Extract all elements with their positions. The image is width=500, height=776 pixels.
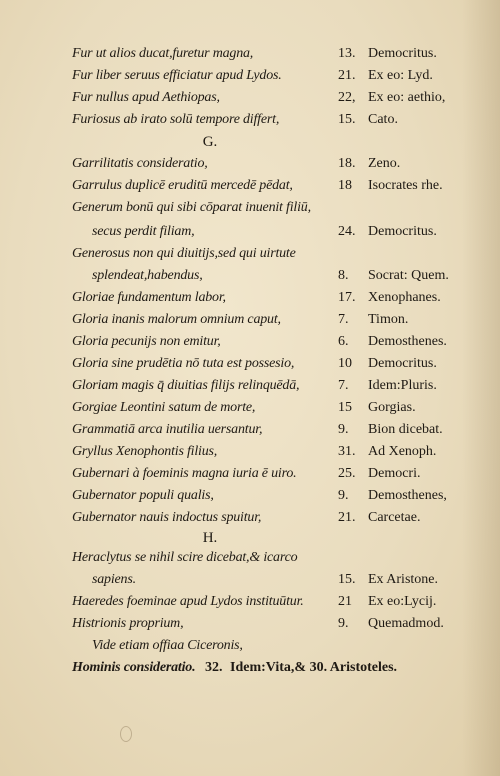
entry-number: 15 xyxy=(338,400,352,415)
entry-text: Gorgiae Leontini satum de morte, xyxy=(72,400,256,415)
entry-reference: Democritus. xyxy=(368,46,437,61)
section-heading-row xyxy=(0,131,500,153)
index-entry xyxy=(0,507,500,529)
index-entry xyxy=(0,419,500,441)
index-entry xyxy=(0,569,500,591)
index-entry xyxy=(0,265,500,287)
entry-text: Hominis consideratio. xyxy=(72,660,196,675)
entry-number: 17. xyxy=(338,290,356,305)
entry-number: 10 xyxy=(338,356,352,371)
entry-reference: Timon. xyxy=(368,312,409,327)
entry-reference: Isocrates rhe. xyxy=(368,178,443,193)
entry-number: 9. xyxy=(338,488,349,503)
entry-number: 21 xyxy=(338,594,352,609)
entry-number: 7. xyxy=(338,312,349,327)
index-entry xyxy=(0,287,500,309)
index-entry xyxy=(0,87,500,109)
entry-reference: Ad Xenoph. xyxy=(368,444,437,459)
entry-text: Generum bonū qui sibi cōparat inuenit filiū, xyxy=(72,200,311,215)
entry-text: secus perdit filiam, xyxy=(92,224,195,239)
entry-reference: Ex Aristone. xyxy=(368,572,438,587)
entry-reference: Demosthenes, xyxy=(368,488,447,503)
entry-reference: Gorgias. xyxy=(368,400,416,415)
entry-reference: Ex eo: Lyd. xyxy=(368,68,433,83)
section-letter: G. xyxy=(202,134,218,150)
index-entry xyxy=(0,65,500,87)
entry-text: Generosus non qui diuitijs,sed qui uirtute xyxy=(72,246,296,261)
entry-number: 18 xyxy=(338,178,352,193)
entry-text: Grammatiā arca inutilia uersantur, xyxy=(72,422,263,437)
index-entry xyxy=(0,109,500,131)
page-blemish xyxy=(120,726,132,742)
entry-reference: Carcetae. xyxy=(368,510,421,525)
index-entry xyxy=(0,175,500,197)
entry-number: 15. xyxy=(338,572,356,587)
entry-text: Gubernator nauis indoctus spuitur, xyxy=(72,510,262,525)
index-entry xyxy=(0,441,500,463)
index-entry xyxy=(0,243,500,265)
entry-number: 8. xyxy=(338,268,349,283)
index-entry xyxy=(0,43,500,65)
entry-text: Haeredes foeminae apud Lydos instituūtur. xyxy=(72,594,304,609)
index-entry xyxy=(0,485,500,507)
entry-reference: Democritus. xyxy=(368,356,437,371)
entry-text: Garrulus duplicē eruditū mercedē pēdat, xyxy=(72,178,293,193)
section-letter: H. xyxy=(202,530,218,546)
entry-number: 31. xyxy=(338,444,356,459)
entry-reference: Zeno. xyxy=(368,156,401,171)
entry-text: Gubernari à foeminis magna iuria ē uiro. xyxy=(72,466,297,481)
index-entry xyxy=(0,153,500,175)
entry-text: Histrionis proprium, xyxy=(72,616,184,631)
entry-number: 7. xyxy=(338,378,349,393)
entry-reference: Democri. xyxy=(368,466,421,481)
entry-number: 24. xyxy=(338,224,356,239)
index-entry xyxy=(0,353,500,375)
entry-reference: Demosthenes. xyxy=(368,334,447,349)
index-entry xyxy=(0,463,500,485)
entry-text: Gloriam magis q̄ diuitias filijs relinquēdā, xyxy=(72,378,300,393)
entry-number: 13. xyxy=(338,46,356,61)
index-entry xyxy=(0,375,500,397)
entry-text: Gloria pecunijs non emitur, xyxy=(72,334,221,349)
index-entry xyxy=(0,221,500,243)
entry-text: sapiens. xyxy=(92,572,136,587)
entry-text: splendeat,habendus, xyxy=(92,268,203,283)
index-entry xyxy=(0,547,500,569)
entry-text: Heraclytus se nihil scire dicebat,& icarco xyxy=(72,550,298,565)
index-entry xyxy=(0,309,500,331)
entry-reference: Socrat: Quem. xyxy=(368,268,449,283)
entry-number: 9. xyxy=(338,422,349,437)
index-entry xyxy=(0,397,500,419)
entry-reference: Cato. xyxy=(368,112,398,127)
entry-text: Gubernator populi qualis, xyxy=(72,488,214,503)
section-heading-row xyxy=(0,527,500,549)
entry-text: Vide etiam offiaa Ciceronis, xyxy=(92,638,243,653)
entry-number: 25. xyxy=(338,466,356,481)
index-entry xyxy=(0,591,500,613)
index-entry xyxy=(0,197,500,219)
entry-reference: Ex eo: aethio, xyxy=(368,90,446,105)
entry-number: 22, xyxy=(338,90,356,105)
entry-number: 9. xyxy=(338,616,349,631)
index-entry xyxy=(0,613,500,635)
entry-text: Furiosus ab irato solū tempore differt, xyxy=(72,112,280,127)
entry-text: Fur liber seruus efficiatur apud Lydos. xyxy=(72,68,282,83)
entry-number: 15. xyxy=(338,112,356,127)
entry-number: 21. xyxy=(338,68,356,83)
entry-text: Gryllus Xenophontis filius, xyxy=(72,444,218,459)
entry-reference: Ex eo:Lycij. xyxy=(368,594,437,609)
index-entry xyxy=(0,331,500,353)
entry-number: 18. xyxy=(338,156,356,171)
entry-text: Fur nullus apud Aethiopas, xyxy=(72,90,220,105)
entry-text: Garrilitatis consideratio, xyxy=(72,156,208,171)
index-entry xyxy=(0,635,500,657)
entry-text: Gloria sine prudētia nō tuta est possesio, xyxy=(72,356,295,371)
entry-number: 21. xyxy=(338,510,356,525)
entry-number: 32. xyxy=(205,660,223,675)
entry-reference: Quemadmod. xyxy=(368,616,444,631)
entry-reference: Idem:Pluris. xyxy=(368,378,437,393)
entry-reference: Democritus. xyxy=(368,224,437,239)
entry-reference: Xenophanes. xyxy=(368,290,441,305)
entry-reference: Idem:Vita,& 30. Aristoteles. xyxy=(230,660,398,675)
entry-text: Gloriae fundamentum labor, xyxy=(72,290,226,305)
entry-text: Gloria inanis malorum omnium caput, xyxy=(72,312,281,327)
entry-reference: Bion dicebat. xyxy=(368,422,443,437)
entry-number: 6. xyxy=(338,334,349,349)
entry-text: Fur ut alios ducat,furetur magna, xyxy=(72,46,254,61)
index-entry xyxy=(0,657,500,679)
